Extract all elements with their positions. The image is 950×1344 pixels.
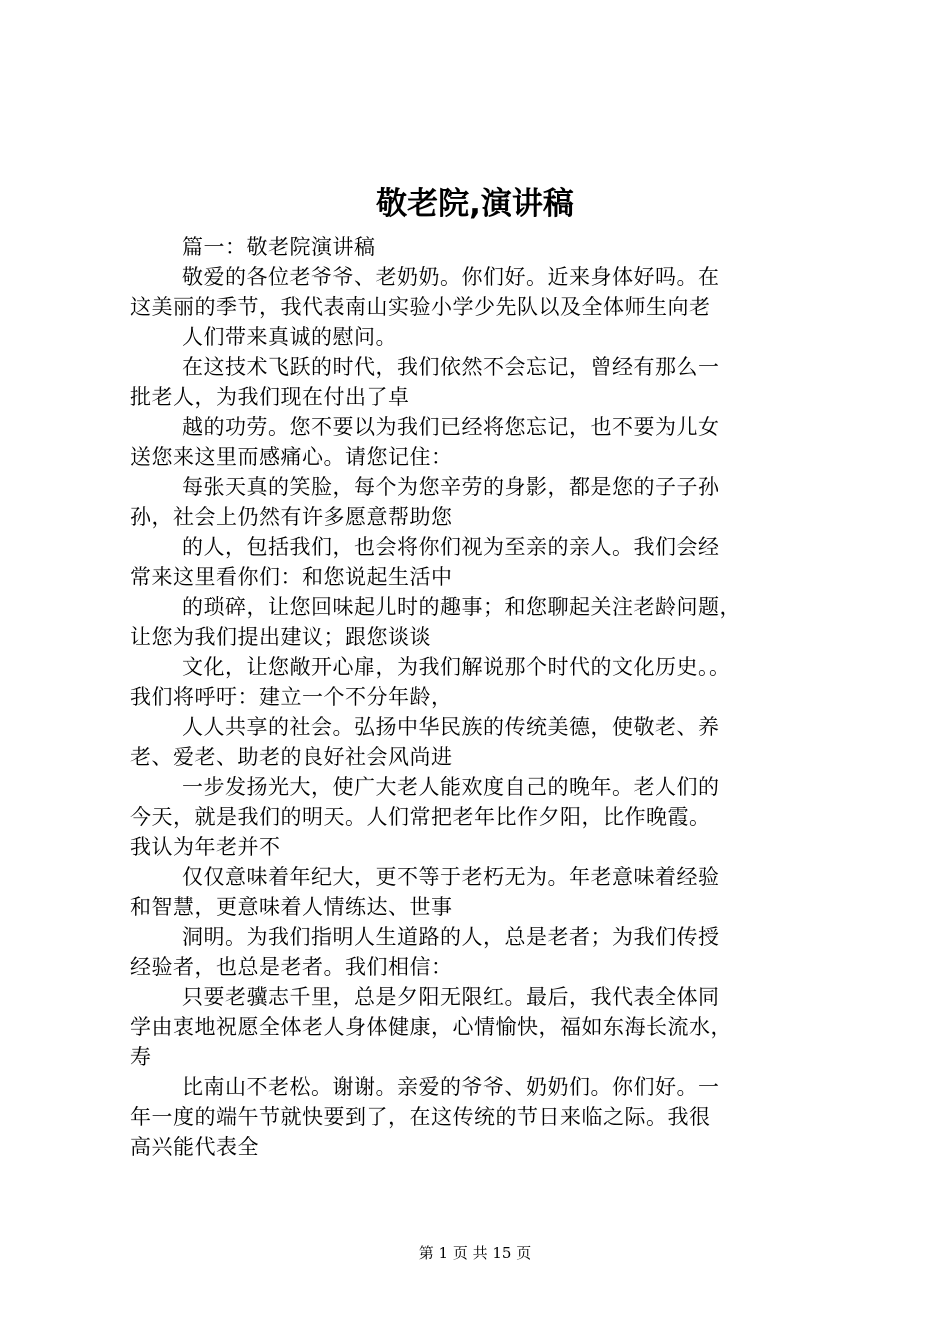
text-line: 越的功劳。您不要以为我们已经将您忘记，也不要为儿女 bbox=[182, 415, 720, 439]
document-body bbox=[130, 232, 835, 1162]
text-line: 的琐碎，让您回味起儿时的趣事；和您聊起关注老龄问题， bbox=[182, 595, 741, 619]
text-line: 让您为我们提出建议；跟您谈谈 bbox=[130, 625, 431, 649]
text-line: 寿 bbox=[130, 1045, 152, 1069]
document-title: 敬老院,演讲稿 bbox=[376, 186, 574, 222]
text-line: 每张天真的笑脸，每个为您辛劳的身影，都是您的子子孙 bbox=[182, 475, 720, 499]
text-line: 人人共享的社会。弘扬中华民族的传统美德，使敬老、养 bbox=[182, 715, 720, 739]
text-line: 送您来这里而感痛心。请您记住： bbox=[130, 445, 453, 469]
text-line: 只要老骥志千里，总是夕阳无限红。最后，我代表全体同 bbox=[182, 985, 720, 1009]
text-line: 孙，社会上仍然有许多愿意帮助您 bbox=[130, 505, 453, 529]
text-line: 仅仅意味着年纪大，更不等于老朽无为。年老意味着经验 bbox=[182, 865, 720, 889]
text-line: 篇一：敬老院演讲稿 bbox=[182, 235, 376, 259]
text-line: 高兴能代表全 bbox=[130, 1135, 259, 1159]
text-line: 老、爱老、助老的良好社会风尚进 bbox=[130, 745, 453, 769]
text-line: 这美丽的季节，我代表南山实验小学少先队以及全体师生向老 bbox=[130, 295, 711, 319]
text-line: 我们将呼吁：建立一个不分年龄， bbox=[130, 685, 453, 709]
text-line: 年一度的端午节就快要到了，在这传统的节日来临之际。我很 bbox=[130, 1105, 711, 1129]
text-line: 批老人，为我们现在付出了卓 bbox=[130, 385, 410, 409]
text-line: 我认为年老并不 bbox=[130, 835, 281, 859]
text-line: 常来这里看你们：和您说起生活中 bbox=[130, 565, 453, 589]
text-line: 经验者，也总是老者。我们相信： bbox=[130, 955, 453, 979]
text-line: 今天，就是我们的明天。人们常把老年比作夕阳，比作晚霞。 bbox=[130, 805, 711, 829]
text-line: 学由衷地祝愿全体老人身体健康，心情愉快，福如东海长流水， bbox=[130, 1015, 732, 1039]
text-line: 在这技术飞跃的时代，我们依然不会忘记，曾经有那么一 bbox=[182, 355, 720, 379]
text-line: 人们带来真诚的慰问。 bbox=[182, 325, 397, 349]
text-line: 敬爱的各位老爷爷、老奶奶。你们好。近来身体好吗。在 bbox=[182, 265, 720, 289]
text-line: 文化，让您敞开心扉，为我们解说那个时代的文化历史。。 bbox=[182, 655, 731, 679]
text-line: 和智慧，更意味着人情练达、世事 bbox=[130, 895, 453, 919]
text-line: 比南山不老松。谢谢。亲爱的爷爷、奶奶们。你们好。一 bbox=[182, 1075, 720, 1099]
text-line: 洞明。为我们指明人生道路的人，总是老者；为我们传授 bbox=[182, 925, 720, 949]
page-footer: 第 1 页 共 15 页 bbox=[418, 1244, 532, 1262]
text-line: 一步发扬光大，使广大老人能欢度自己的晚年。老人们的 bbox=[182, 775, 720, 799]
text-line: 的人，包括我们，也会将你们视为至亲的亲人。我们会经 bbox=[182, 535, 720, 559]
